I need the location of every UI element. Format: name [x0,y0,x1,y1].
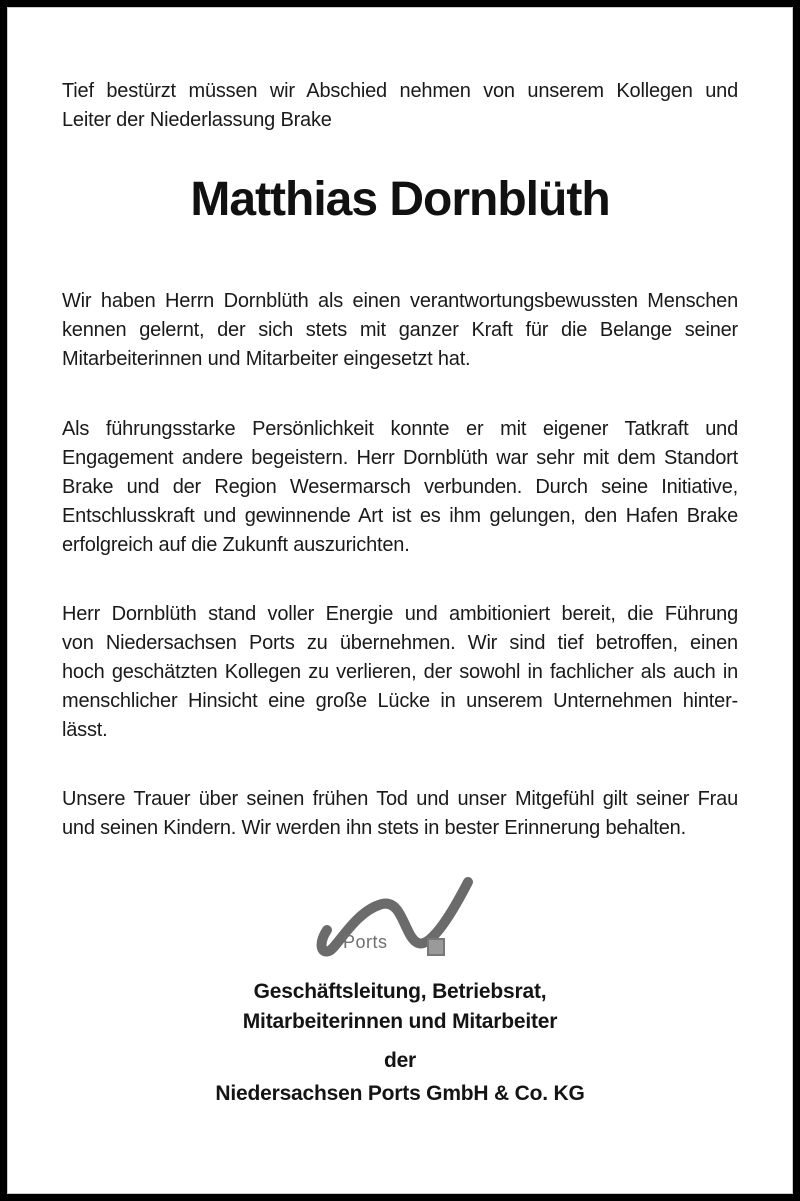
signature-line: Mitarbeiterinnen und Mitarbeiter [242,1010,558,1033]
text-line: Herr Dornblüth stand voller Energie und ambitioniert bereit, die Führung [62,603,738,625]
text-line: kennen gelernt, der sich stets mit ganzer Kraft für die Belange seiner [62,319,738,341]
text-line: Als führungsstarke Persönlichkeit konnte er mit eigener Tatkraft und [62,418,738,440]
signature-line: Niedersachsen Ports GmbH & Co. KG [215,1082,585,1105]
text-line: Tief bestürzt müssen wir Abschied nehmen von unserem Kollegen und [62,80,738,102]
paragraph [62,600,738,745]
text-line: erfolgreich auf die Zukunft auszurichten. [62,534,410,556]
paragraph [62,785,738,843]
wave-n-icon [315,876,485,960]
logo-wordmark: Ports [343,932,388,952]
text-line: menschlicher Hinsicht eine große Lücke in unserem Unternehmen hinter- [62,690,738,712]
signature-line: der [383,1049,417,1072]
text-line: von Niedersachsen Ports zu übernehmen. Wir sind tief betroffen, einen [62,632,738,654]
text-line: Brake und der Region Wesermarsch verbunden. Durch seine Initiative, [62,476,738,498]
paragraph [62,287,738,374]
text-line: Mitarbeiterinnen und Mitarbeiter eingesetzt hat. [62,348,471,370]
text-line: Entschlusskraft und gewinnende Art ist es ihm gelungen, den Hafen Brake [62,505,738,527]
nports-logo [315,876,485,960]
text-line: und seinen Kindern. Wir werden ihn stets in bester Erinnerung behalten. [62,817,686,839]
signature-block [62,977,738,1109]
intro-paragraph [62,77,738,135]
notice-content [7,77,793,1109]
text-line: Wir haben Herrn Dornblüth als einen verantwortungsbewussten Menschen [62,290,738,312]
text-line: lässt. [62,719,108,741]
logo-square [428,939,444,955]
text-line: Leiter der Niederlassung Brake [62,109,332,131]
text-line: hoch geschätzten Kollegen zu verlieren, der sowohl in fachlicher als auch in [62,661,738,683]
deceased-name: Matthias Dornblüth [190,173,610,226]
signature-line: Geschäftsleitung, Betriebsrat, [253,980,547,1003]
text-line: Unsere Trauer über seinen frühen Tod und unser Mitgefühl gilt seiner Frau [62,788,738,810]
paragraph [62,415,738,560]
text-line: Engagement andere begeistern. Herr Dornblüth war sehr mit dem Standort [62,447,738,469]
